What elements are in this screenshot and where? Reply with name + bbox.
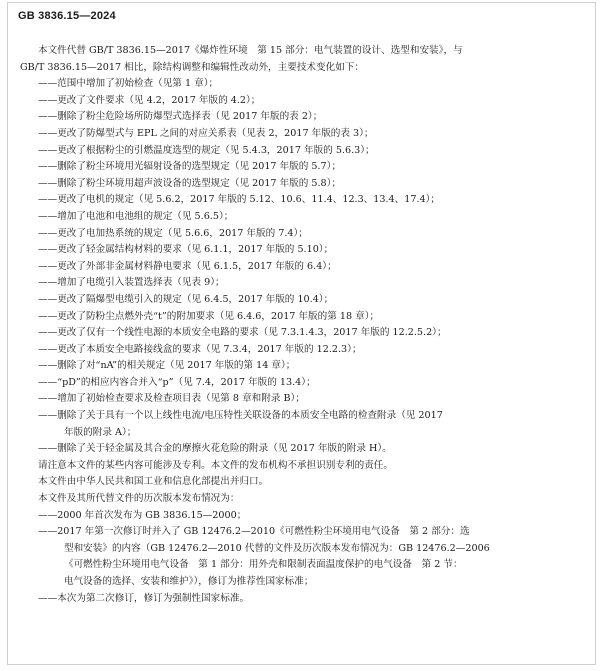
body-line: ——删除了粉尘环境用光辐射设备的选型规定（见 2017 年版的 5.7）；: [38, 161, 342, 173]
body-line: 请注意本文件的某些内容可能涉及专利。本文件的发布机构不承担识别专利的责任。: [38, 459, 393, 471]
body-line: 本文件由中华人民共和国工业和信息化部提出并归口。: [38, 476, 269, 488]
body-line: ——更改了外部非金属材料静电要求（见 6.1.5，2017 年版的 6.4）；: [38, 260, 337, 272]
body-line: ——2017 年第一次修订时并入了 GB 12476.2—2010《可燃性粉尘环境用电气设备 第 2 部分：选: [38, 526, 470, 538]
body-line: ——增加了电池和电池组的规定（见 5.6.5）；: [38, 210, 234, 222]
foreword-body: [20, 43, 594, 607]
body-line: ——本次为第二次修订，修订为强制性国家标准。: [38, 592, 250, 604]
body-line: ——更改了防粉尘点燃外壳“t”的附加要求（见 6.4.6，2017 年版的第 18 章）；: [38, 310, 380, 322]
body-line: 本文件及其所代替文件的历次版本发布情况为：: [38, 493, 240, 505]
body-line: 年版的附录 A）；: [64, 426, 137, 438]
body-line: ——增加了初始检查要求及检查项目表（见第 8 章和附录 B）；: [38, 393, 305, 405]
body-line: ——删除了对“nA”的相关规定（见 2017 年版的第 14 章）；: [38, 360, 296, 372]
body-line: ——删除了粉尘环境用超声波设备的选型规定（见 2017 年版的 5.8）；: [38, 177, 342, 189]
body-line: ——2000 年首次发布为 GB 3836.15—2000；: [38, 509, 247, 521]
body-line: 电气设备的选择、安装和维护》），修订为推荐性国家标准；: [64, 576, 314, 587]
body-line: ——范围中增加了初始检查（见第 1 章）；: [38, 78, 219, 90]
body-line: ——删除了关于轻金属及其合金的摩擦火花危险的附录（见 2017 年版的附录 H）。: [38, 443, 392, 455]
body-line: ——更改了文件要求（见 4.2，2017 年版的 4.2）；: [38, 94, 261, 106]
body-line: 《可燃性粉尘环境用电气设备 第 1 部分：用外壳和限制表面温度保护的电气设备 第 2 节：: [64, 559, 463, 571]
body-line: ——更改了防爆型式与 EPL 之间的对应关系表（见表 2，2017 年版的表 3）；: [38, 127, 374, 139]
page-frame: [7, 2, 596, 665]
body-line: GB/T 3836.15—2017 相比，除结构调整和编辑性改动外，主要技术变化如下：: [20, 61, 364, 73]
body-line: ——删除了关于具有一个以上线性电流/电压特性关联设备的本质安全电路的检查附录（见 2017: [38, 410, 443, 422]
body-line: ——删除了粉尘危险场所防爆型式选择表（见 2017 年版的表 2）；: [38, 111, 323, 123]
body-line: ——更改了电机的规定（见 5.6.2，2017 年版的 5.12、10.6、11.4、12.3、13.4、17.4）；: [38, 194, 440, 206]
body-line: ——增加了电缆引入装置选择表（见表 9）；: [38, 277, 225, 289]
body-line: ——更改了根据粉尘的引燃温度选型的规定（见 5.4.3，2017 年版的 5.6.3）；: [38, 144, 375, 156]
body-line: ——更改了本质安全电路接线盒的要求（见 7.3.4，2017 年版的 12.2.3）；: [38, 343, 362, 355]
body-line: ——更改了电加热系统的规定（见 5.6.6，2017 年版的 7.4）；: [38, 227, 308, 239]
body-line: 型和安装》的内容（GB 12476.2—2010 代替的文件及历次版本发布情况为：GB 12476.2—2006: [64, 542, 490, 554]
body-line: ——更改了轻金属结构材料的要求（见 6.1.1，2017 年版的 5.10）；: [38, 244, 334, 256]
standard-id: GB 3836.15—2024: [18, 10, 116, 22]
body-line: ——“pD”的相应内容合并入“p”（见 7.4，2017 年版的 13.4）；: [38, 376, 316, 388]
body-line: ——更改了隔爆型电缆引入的规定（见 6.4.5，2017 年版的 10.4）；: [38, 293, 334, 305]
body-line: 本文件代替 GB/T 3836.15—2017《爆炸性环境 第 15 部分：电气装置的设计、选型和安装》，与: [38, 45, 463, 56]
body-line: ——更改了仅有一个线性电源的本质安全电路的要求（见 7.3.1.4.3，2017 年版的 12.2.5.2）；: [38, 327, 447, 339]
